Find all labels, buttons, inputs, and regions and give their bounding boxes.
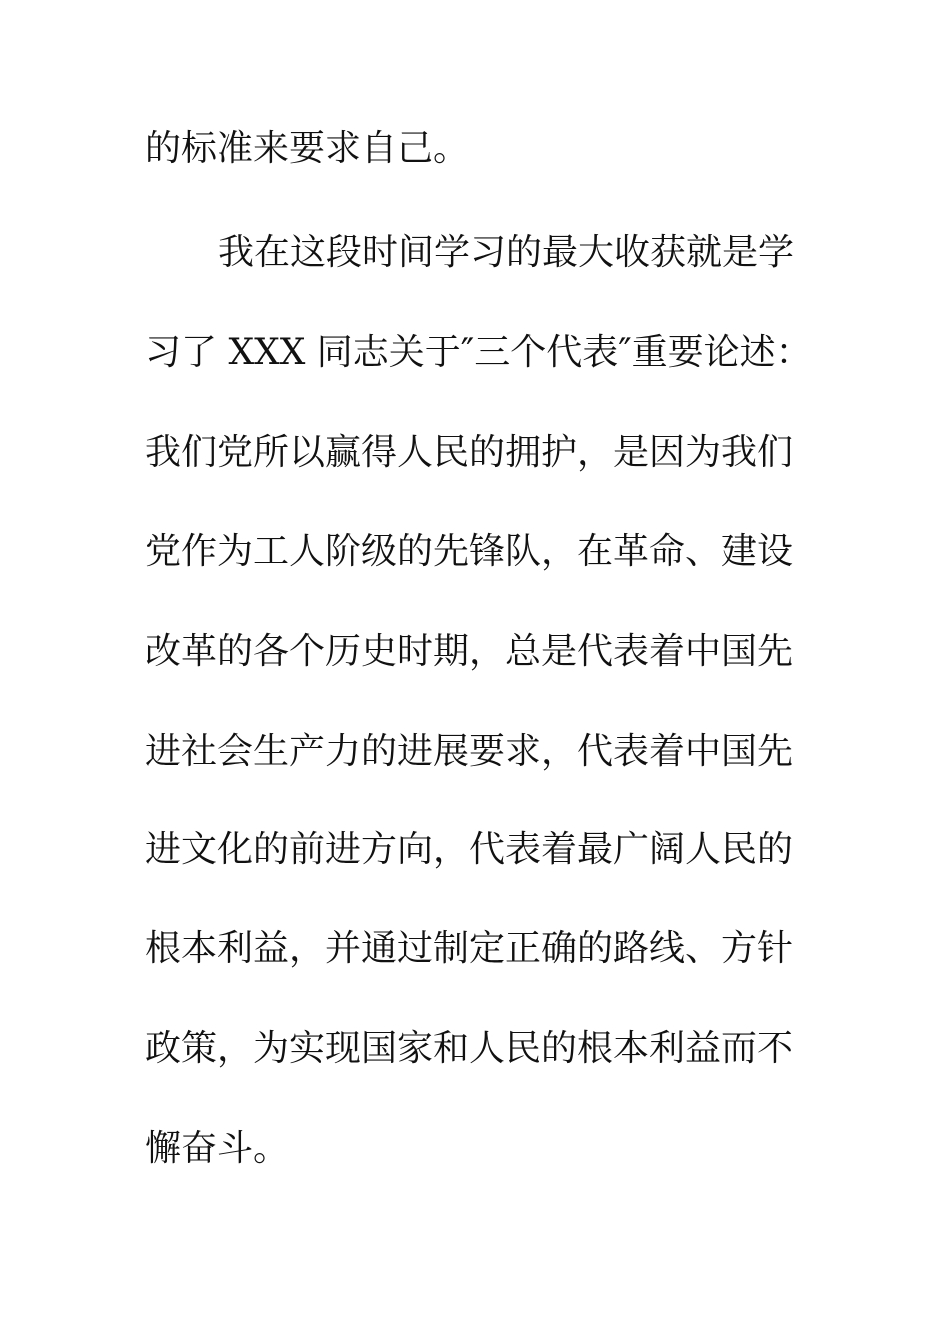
text-line-9: 根本利益，并通过制定正确的路线、方针 <box>145 928 794 969</box>
paragraph-first-line: 我在这段时间学习的最大收获就是学 <box>218 232 795 273</box>
text-line-8: 进文化的前进方向，代表着最广阔人民的 <box>145 829 794 870</box>
text-line-1: 的标准来要求自己。 <box>145 128 470 169</box>
text-line-3: 习了 XXX 同志关于″三个代表″重要论述： <box>145 332 812 373</box>
text-line-11: 懈奋斗。 <box>145 1128 290 1169</box>
text-line-5: 党作为工人阶级的先锋队，在革命、建设 <box>145 531 794 572</box>
text-line-6: 改革的各个历史时期，总是代表着中国先 <box>145 631 794 672</box>
text-line-4: 我们党所以赢得人民的拥护，是因为我们 <box>145 432 794 473</box>
text-line-7: 进社会生产力的进展要求，代表着中国先 <box>145 731 794 772</box>
text-line-10: 政策，为实现国家和人民的根本利益而不 <box>145 1028 794 1069</box>
